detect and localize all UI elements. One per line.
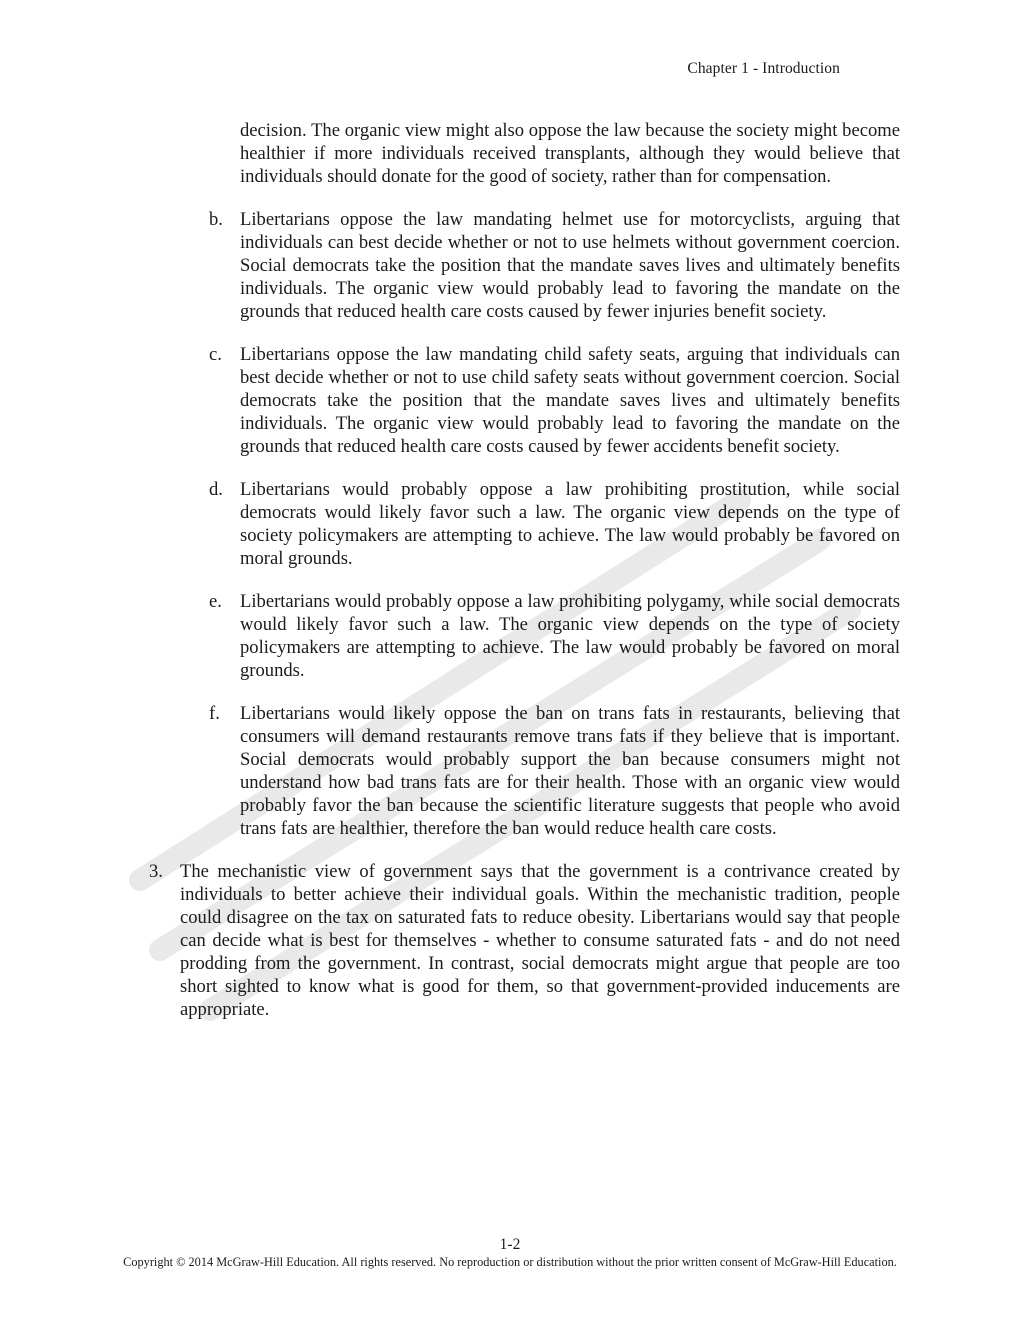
list-item-e [209,590,900,682]
list-item-text: Libertarians oppose the law mandating child safety seats, arguing that individuals can best decide whether or not to use child safety seats without government coercion. Social democrats take the position that the mandate saves lives and ultimately benefits individuals. The organic view would probably lead to favoring the mandate on the grounds that reduced health care costs caused by fewer accidents benefit society. [240,344,900,457]
copyright-notice: Copyright © 2014 McGraw-Hill Education. All rights reserved. No reproduction or distribution without the prior written consent of McGraw-Hill Education. [123,1255,897,1269]
list-marker: b. [209,209,223,230]
list-marker: d. [209,479,223,500]
numbered-item-3 [149,860,900,1021]
list-marker: 3. [149,861,163,882]
page-number: 1-2 [499,1236,521,1253]
list-item-b [209,208,900,323]
list-marker: c. [209,344,222,365]
running-header: Chapter 1 - Introduction [687,60,840,77]
list-item-c [209,343,900,458]
list-item-f [209,702,900,840]
list-item-text: Libertarians would probably oppose a law prohibiting polygamy, while social democrats would likely favor such a law. The organic view depends on the type of society policymakers are attempting to achieve. The law would probably be favored on moral grounds. [240,591,900,681]
continued-paragraph: decision. The organic view might also oppose the law because the society might become healthier if more individuals received transplants, although they would believe that individuals should donate for the good of society, rather than for compensation. [240,120,900,187]
list-item-text: Libertarians would probably oppose a law prohibiting prostitution, while social democrats would likely favor such a law. The organic view depends on the type of society policymakers are attempting to achieve. The law would probably be favored on moral grounds. [240,479,900,569]
list-marker: f. [209,703,220,724]
list-item-text: Libertarians oppose the law mandating helmet use for motorcyclists, arguing that individuals can best decide whether or not to use helmets without government coercion. Social democrats take the position that the mandate saves lives and ultimately benefits individuals. The organic view would probably lead to favoring the mandate on the grounds that reduced health care costs caused by fewer injuries benefit society. [240,209,900,322]
document-body [0,119,1020,1041]
list-marker: e. [209,591,222,612]
list-item-d [209,478,900,570]
list-item-text: Libertarians would likely oppose the ban on trans fats in restaurants, believing that consumers will demand restaurants remove trans fats if they believe that is important. Social democrats would probably support the ban because consumers might not understand how bad trans fats are for their health. Those with an organic view would probably favor the ban because the scientific literature suggests that people who avoid trans fats are healthier, therefore the ban would reduce health care costs. [240,703,900,839]
numbered-item-text: The mechanistic view of government says that the government is a contrivance created by individuals to better achieve their individual goals. Within the mechanistic tradition, people could disagree on the tax on saturated fats to reduce obesity. Libertarians would say that people can decide what is best for themselves - whether to consume saturated fats - and do not need prodding from the government. In contrast, social democrats might argue that people are too short sighted to know what is good for them, so that government-provided inducements are appropriate. [180,861,900,1020]
